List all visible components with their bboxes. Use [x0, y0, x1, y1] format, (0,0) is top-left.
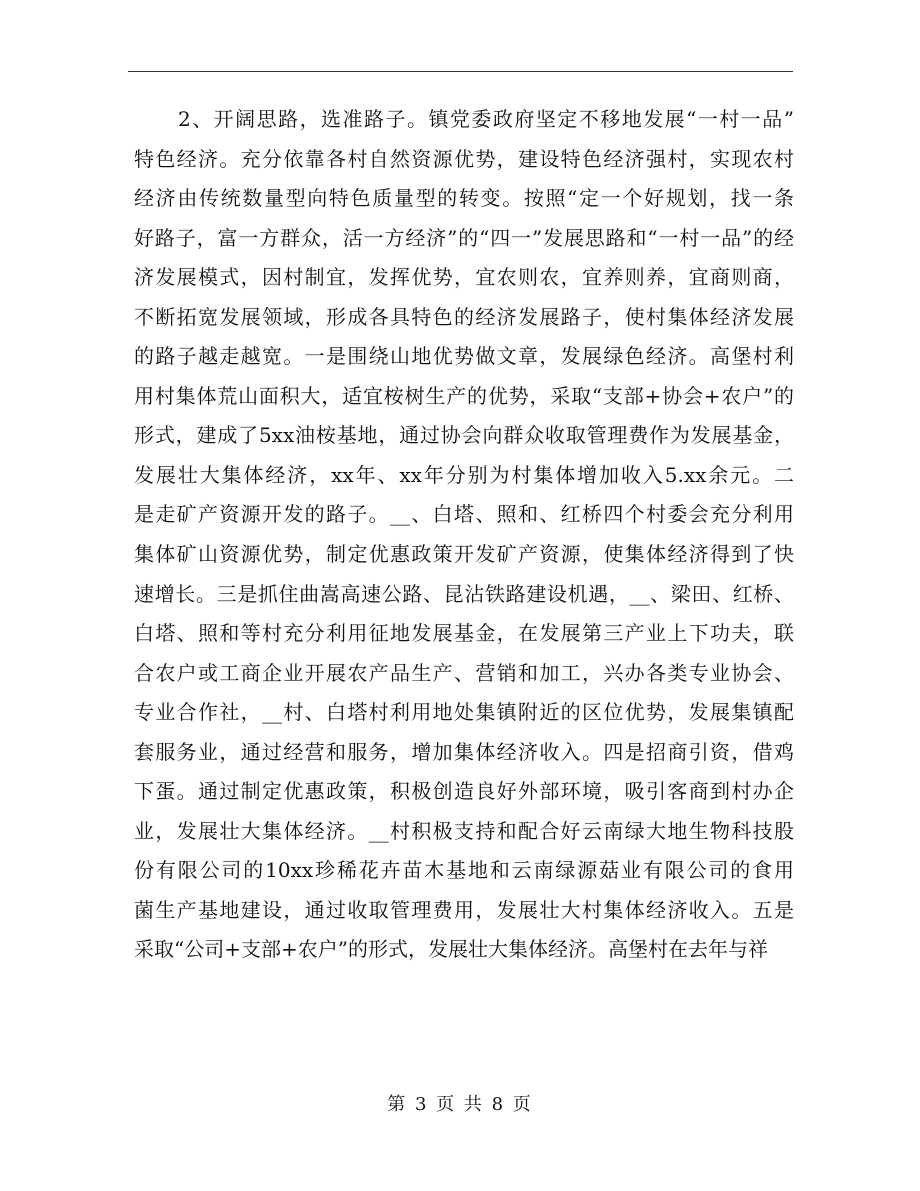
paragraph-line: 济发展模式，因村制宜，发挥优势，宜农则农，宜养则养，宜商则商， [134, 265, 794, 290]
paragraph-line: 专业合作社，__村、白塔村利用地处集镇附近的区位优势，发展集镇配 [134, 700, 794, 725]
paragraph-line: 菌生产基地建设，通过收取管理费用，发展壮大村集体经济收入。五是 [134, 897, 794, 922]
paragraph-line: 白塔、照和等村充分利用征地发展基金，在发展第三产业上下功夫，联 [134, 621, 794, 646]
paragraph-line: 采取“公司+支部+农户”的形式，发展壮大集体经济。高堡村在去年与祥 [134, 937, 768, 962]
paragraph-line: 用村集体荒山面积大，适宜桉树生产的优势，采取“支部+协会+农户”的 [134, 383, 794, 408]
paragraph-line: 业，发展壮大集体经济。__村积极支持和配合好云南绿大地生物科技股 [134, 818, 794, 843]
paragraph-line: 下蛋。通过制定优惠政策，积极创造良好外部环境，吸引客商到村办企 [134, 779, 794, 804]
body-paragraph [134, 100, 794, 970]
paragraph-line: 发展壮大集体经济，xx年、xx年分别为村集体增加收入5.xx余元。二 [134, 462, 794, 487]
header-divider [128, 71, 793, 72]
paragraph-line: 的路子越走越宽。一是围绕山地优势做文章，发展绿色经济。高堡村利 [134, 344, 794, 369]
paragraph-line: 2、开阔思路，选准路子。镇党委政府坚定不移地发展“一村一品” [178, 107, 794, 131]
paragraph-line: 套服务业，通过经营和服务，增加集体经济收入。四是招商引资，借鸡 [134, 739, 794, 764]
paragraph-line: 好路子，富一方群众，活一方经济”的“四一”发展思路和“一村一品”的经 [134, 225, 794, 250]
paragraph-line: 特色经济。充分依靠各村自然资源优势，建设特色经济强村，实现农村 [134, 146, 794, 171]
paragraph-line: 不断拓宽发展领域，形成各具特色的经济发展路子，使村集体经济发展 [134, 304, 794, 329]
paragraph-line: 形式，建成了5xx油桉基地，通过协会向群众收取管理费作为发展基金， [134, 423, 794, 448]
paragraph-line: 是走矿产资源开发的路子。__、白塔、照和、红桥四个村委会充分利用 [134, 502, 794, 527]
paragraph-line: 合农户或工商企业开展农产品生产、营销和加工，兴办各类专业协会、 [134, 660, 794, 685]
page-number-footer: 第 3 页 共 8 页 [387, 1094, 533, 1115]
paragraph-line: 份有限公司的10xx珍稀花卉苗木基地和云南绿源菇业有限公司的食用 [134, 858, 794, 883]
paragraph-line: 经济由传统数量型向特色质量型的转变。按照“定一个好规划，找一条 [134, 186, 794, 211]
paragraph-line: 集体矿山资源优势，制定优惠政策开发矿产资源，使集体经济得到了快 [134, 542, 794, 567]
paragraph-line: 速增长。三是抓住曲嵩高速公路、昆沾铁路建设机遇，__、梁田、红桥、 [134, 581, 794, 606]
